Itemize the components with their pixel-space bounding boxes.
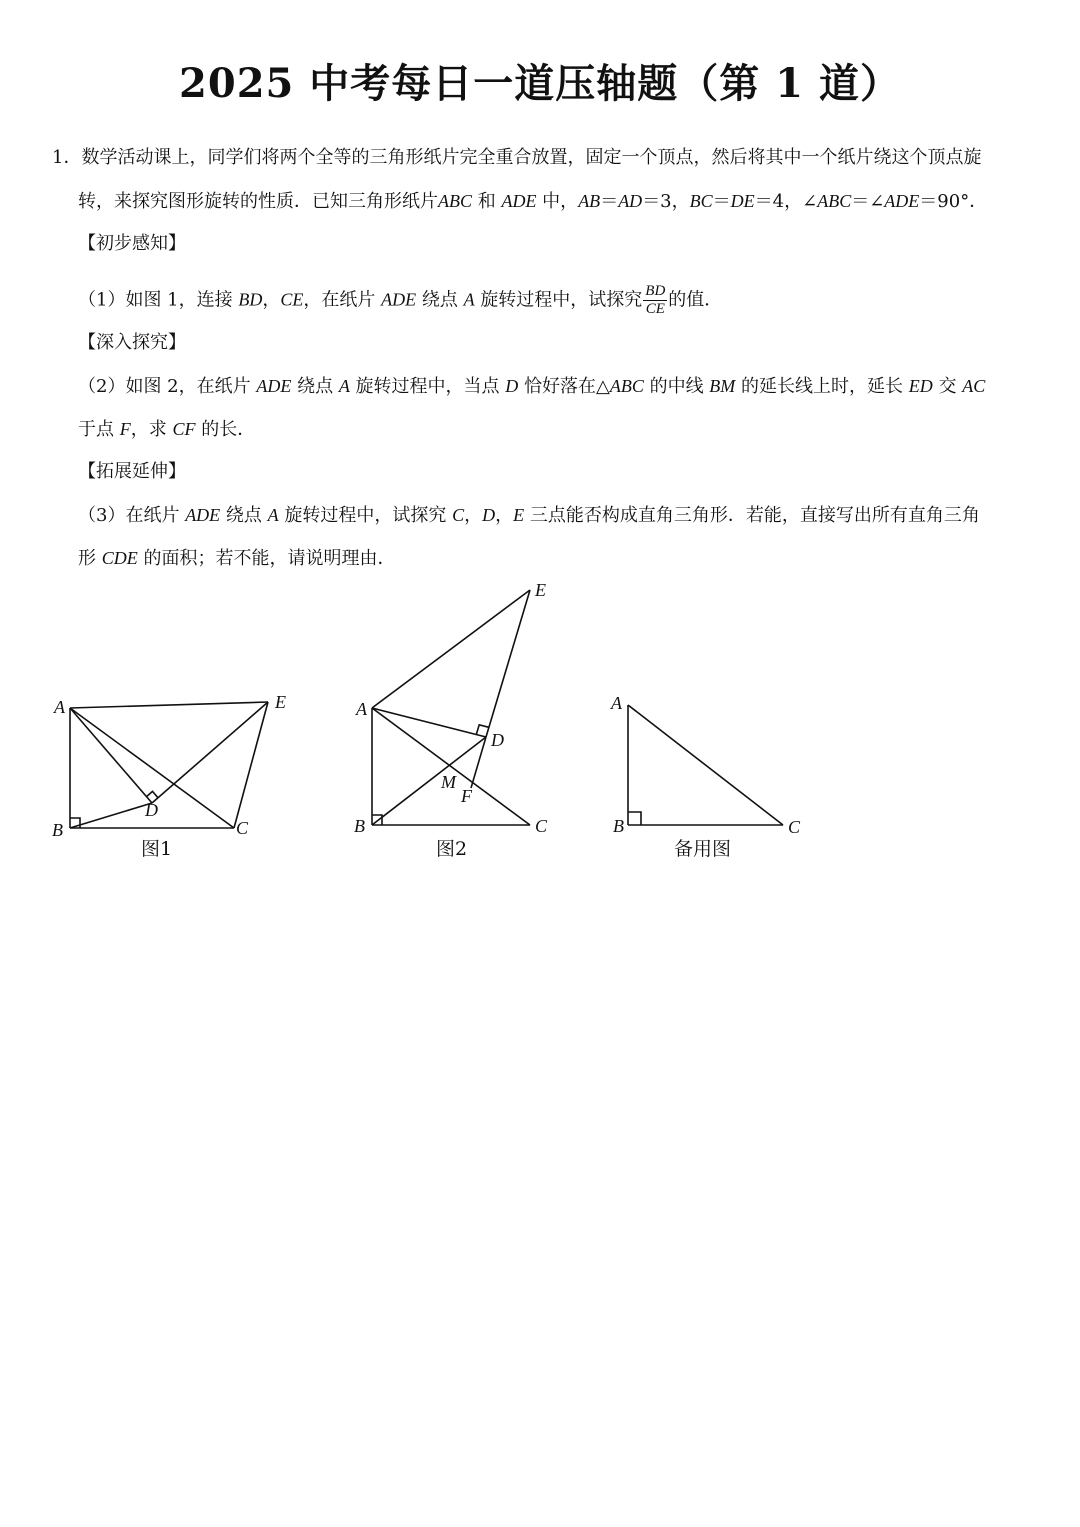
fraction-numerator: BD (645, 283, 666, 299)
right-angle-d (147, 791, 159, 797)
text: 形 (78, 548, 102, 569)
text: （2）如图 2，在纸片 (78, 376, 257, 397)
text: ＝∠ (851, 191, 885, 212)
var: ED (908, 376, 933, 396)
var: E (513, 505, 525, 525)
text: ＝4，∠ (754, 191, 818, 212)
var: ADE (501, 191, 537, 211)
segment-de (152, 702, 268, 803)
text: 恰好落在△ (518, 376, 610, 397)
question-1 (78, 283, 722, 318)
text: 旋转过程中，试探究 (278, 505, 453, 526)
fig3-label-a: A (611, 693, 622, 713)
fig3-label-b: B (613, 816, 624, 836)
segment-ad (70, 708, 152, 803)
segment-ac (628, 705, 783, 825)
segment-ae (70, 702, 268, 708)
var: ABC (817, 191, 852, 211)
section-heading-initial: 【初步感知】 (78, 233, 186, 254)
text: ＝ (600, 191, 619, 212)
text: 中， (536, 191, 579, 212)
segment-ce (234, 702, 268, 828)
text: 三点能否构成直角三角形．若能，直接写出所有直角三角 (524, 505, 980, 526)
question-3-line-1 (78, 503, 980, 528)
fig1-label-e: E (275, 692, 286, 712)
var: BD (238, 289, 263, 310)
var: BM (709, 376, 736, 396)
text: 绕点 (291, 376, 339, 397)
text: ，求 (130, 419, 173, 440)
fig1-caption: 图1 (141, 838, 173, 860)
fig2-label-c: C (535, 816, 548, 836)
var: CE (280, 289, 304, 310)
text: ， (495, 505, 514, 526)
text: ，在纸片 (303, 289, 382, 311)
var: ADE (185, 505, 221, 525)
page-title: 2025 中考每日一道压轴题（第 1 道） (179, 60, 901, 107)
text: ， (464, 505, 483, 526)
var: CF (172, 419, 196, 439)
section-heading-deep: 【深入探究】 (78, 332, 186, 353)
fraction-bd-ce (643, 283, 667, 318)
question-2-line-2 (78, 417, 255, 442)
text: 绕点 (416, 289, 464, 311)
text: 转，来探究图形旋转的性质．已知三角形纸片 (78, 191, 438, 212)
text: 的值． (668, 289, 723, 311)
var: A (267, 505, 279, 525)
text: （3）在纸片 (78, 505, 186, 526)
text: 的面积；若不能，请说明理由． (137, 548, 396, 569)
var: CDE (101, 548, 138, 568)
var: F (119, 419, 131, 439)
var: ADE (381, 289, 417, 310)
text: 的长． (195, 419, 256, 440)
question-2-line-1 (78, 374, 985, 399)
text: 于点 (78, 419, 120, 440)
fig2-label-m: M (441, 772, 456, 792)
var: ABC (438, 191, 472, 211)
var: A (463, 289, 475, 310)
fraction-denominator: CE (645, 301, 665, 317)
text: 和 (472, 191, 502, 212)
text: 绕点 (220, 505, 268, 526)
figure-3 (628, 705, 783, 825)
text: 旋转过程中，当点 (349, 376, 506, 397)
var: A (338, 376, 350, 396)
segment-bd (70, 803, 152, 828)
text: ＝3， (642, 191, 690, 212)
text: ， (262, 289, 281, 311)
var: ADE (884, 191, 920, 211)
var: ADE (256, 376, 292, 396)
fig2-label-f: F (461, 786, 472, 806)
fig2-label-e: E (535, 580, 546, 600)
var: D (505, 376, 519, 396)
text: 的中线 (643, 376, 710, 397)
var: AC (962, 376, 986, 396)
var: C (452, 505, 465, 525)
section-heading-extension: 【拓展延伸】 (78, 461, 186, 482)
fig1-label-b: B (52, 820, 63, 840)
fig2-caption: 图2 (436, 838, 468, 860)
problem-line-1 (52, 146, 981, 170)
question-3-line-2 (78, 546, 395, 571)
text: 交 (932, 376, 963, 397)
segment-de (486, 590, 530, 737)
fig2-label-a: A (356, 699, 367, 719)
fig2-label-d: D (491, 730, 504, 750)
segment-ae (372, 590, 530, 708)
fig2-label-b: B (354, 816, 365, 836)
text: 旋转过程中，试探究 (474, 289, 643, 311)
segment-ad (372, 708, 486, 737)
text: （1）如图 1，连接 (78, 289, 239, 311)
figure-1 (70, 702, 268, 828)
right-angle-b (628, 812, 641, 825)
fig1-label-c: C (236, 818, 249, 838)
var: AB (578, 191, 601, 211)
text: ＝ (712, 191, 731, 212)
var: DE (730, 191, 755, 211)
var: BC (689, 191, 713, 211)
problem-line-2 (78, 189, 987, 214)
fig1-label-d: D (145, 800, 158, 820)
segment-df (471, 737, 486, 788)
text: 的延长线上时，延长 (735, 376, 909, 397)
fig1-label-a: A (54, 697, 65, 717)
var: ABC (609, 376, 644, 396)
var: AD (618, 191, 643, 211)
problem-number: 1． (52, 147, 82, 168)
fig3-caption: 备用图 (674, 838, 732, 860)
fig3-label-c: C (788, 817, 801, 837)
problem-text-1: 数学活动课上，同学们将两个全等的三角形纸片完全重合放置，固定一个顶点，然后将其中一个纸片绕这个顶点旋 (81, 147, 982, 168)
figures (0, 570, 1080, 870)
var: D (482, 505, 496, 525)
text: ＝90°． (919, 191, 988, 212)
